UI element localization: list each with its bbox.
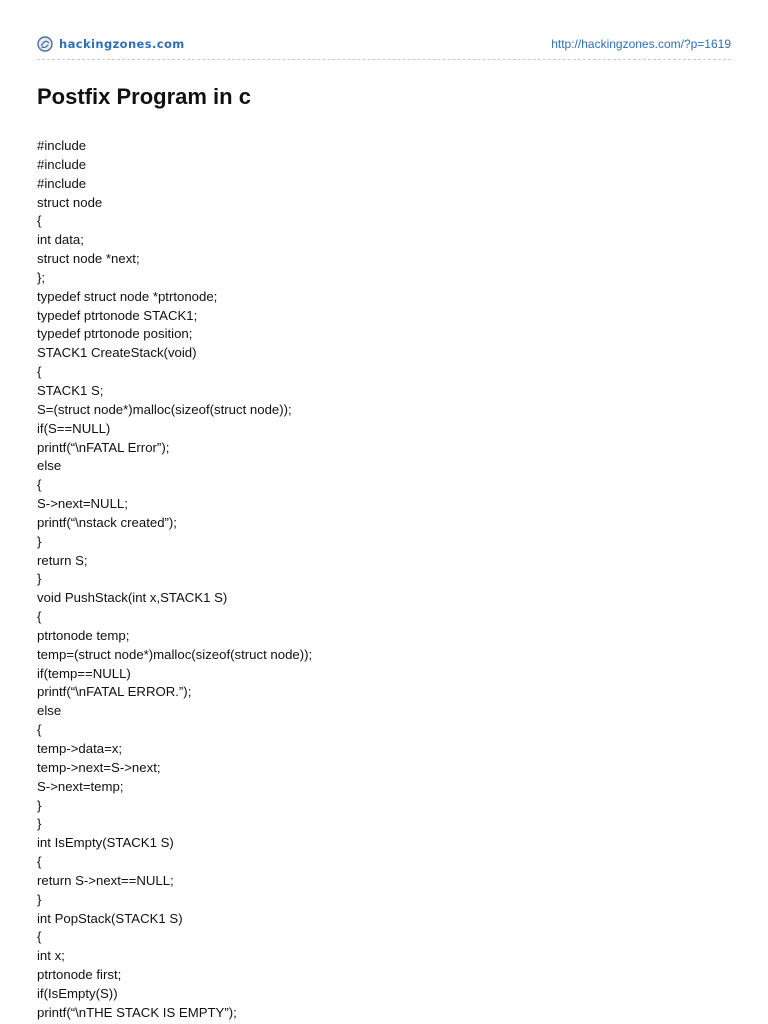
code-line: { <box>37 722 42 738</box>
code-line: int IsEmpty(STACK1 S) <box>37 835 174 851</box>
code-line: printf(“\nFATAL Error”); <box>37 439 170 455</box>
code-line: { <box>37 364 42 380</box>
site-logo-icon <box>37 36 53 52</box>
header-divider <box>37 59 731 60</box>
site-name: hackingzones.com <box>59 37 185 51</box>
code-line: if(S==NULL) <box>37 420 111 436</box>
code-line: printf(“\nFATAL ERROR.”); <box>37 684 192 700</box>
code-line: ptrtonode temp; <box>37 627 130 643</box>
code-line: if(IsEmpty(S)) <box>37 985 118 1001</box>
code-line: STACK1 S; <box>37 382 104 398</box>
code-line: STACK1 CreateStack(void) <box>37 345 197 361</box>
code-line: temp->next=S->next; <box>37 759 161 775</box>
code-line: } <box>37 891 42 907</box>
code-line: else <box>37 703 62 719</box>
code-line: int PopStack(STACK1 S) <box>37 910 183 926</box>
code-line: } <box>37 533 42 549</box>
code-line: } <box>37 571 42 587</box>
code-line: ptrtonode first; <box>37 967 122 983</box>
code-line: { <box>37 854 42 870</box>
code-line: { <box>37 609 42 625</box>
code-line: typedef ptrtonode position; <box>37 326 193 342</box>
code-line: #include <box>37 175 87 191</box>
code-line: { <box>37 929 42 945</box>
code-line: S=(struct node*)malloc(sizeof(struct node)); <box>37 401 292 417</box>
code-line: return S->next==NULL; <box>37 872 174 888</box>
page-url-link[interactable]: http://hackingzones.com/?p=1619 <box>551 37 731 51</box>
code-line: struct node <box>37 194 103 210</box>
code-line: typedef ptrtonode STACK1; <box>37 307 198 323</box>
code-line: }; <box>37 269 46 285</box>
code-line: #include <box>37 156 87 172</box>
code-line: temp->data=x; <box>37 741 123 756</box>
code-line: temp=(struct node*)malloc(sizeof(struct node)); <box>37 646 313 662</box>
code-line: #include <box>37 138 87 153</box>
code-line: S->next=NULL; <box>37 496 128 512</box>
code-line: int x; <box>37 948 65 964</box>
page-header <box>37 34 731 54</box>
site-link[interactable] <box>37 36 185 52</box>
code-line: S->next=temp; <box>37 778 124 794</box>
code-line: printf(“\nTHE STACK IS EMPTY”); <box>37 1004 237 1020</box>
code-listing <box>37 137 737 1023</box>
code-line: } <box>37 816 42 832</box>
code-line: printf(“\nstack created”); <box>37 514 177 530</box>
code-line: } <box>37 797 42 813</box>
code-line: int data; <box>37 232 84 248</box>
code-line: { <box>37 477 42 493</box>
code-line: typedef struct node *ptrtonode; <box>37 288 218 304</box>
code-line: else <box>37 458 62 474</box>
code-line: struct node *next; <box>37 251 140 267</box>
page-title: Postfix Program in c <box>37 84 251 109</box>
code-line: if(temp==NULL) <box>37 665 131 681</box>
code-line: return S; <box>37 552 88 568</box>
code-line: void PushStack(int x,STACK1 S) <box>37 590 228 606</box>
code-line: { <box>37 213 42 229</box>
